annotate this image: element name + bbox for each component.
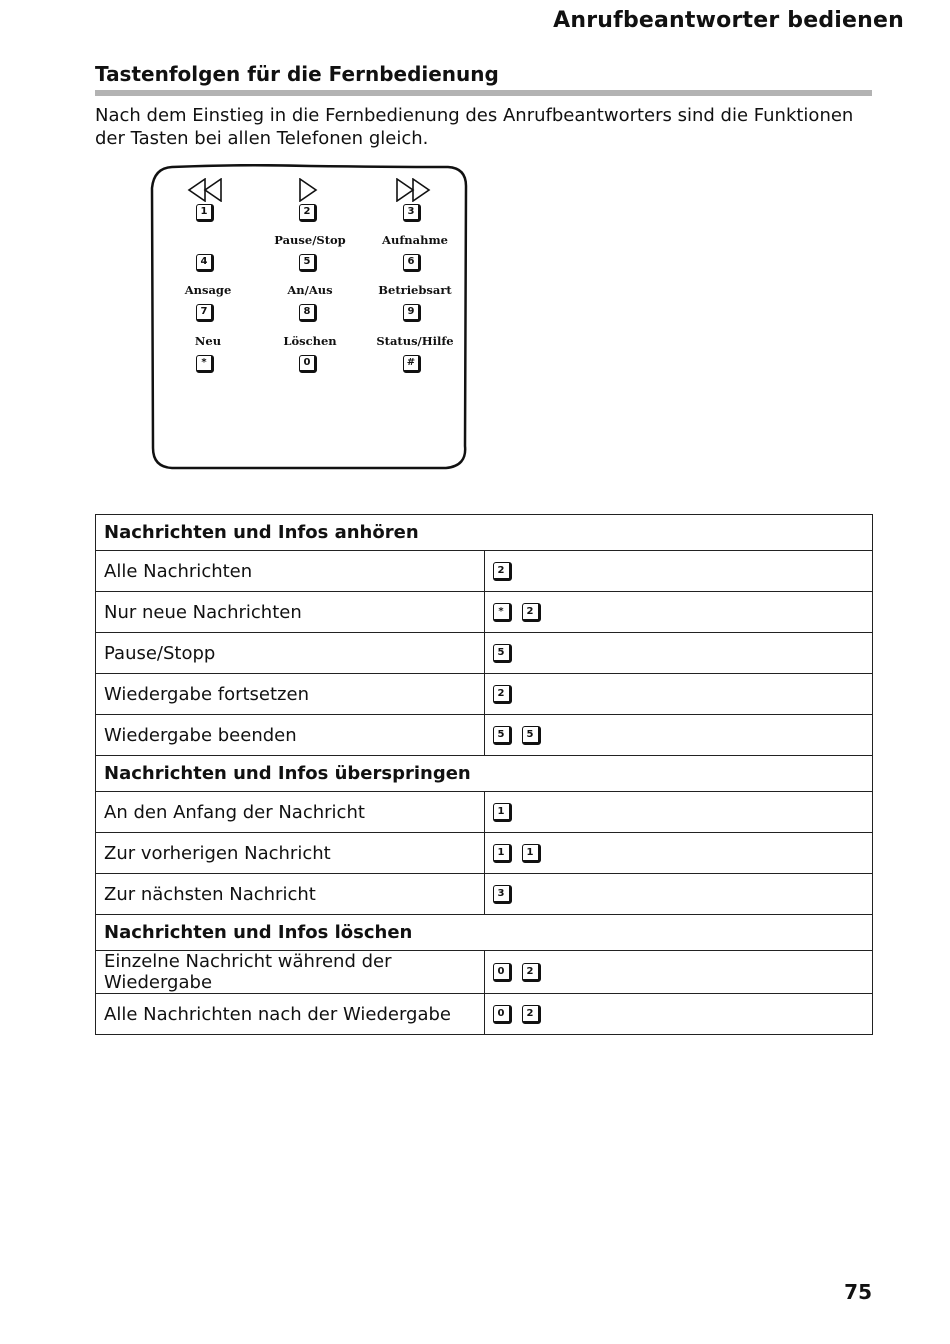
section-title: Tastenfolgen für die Fernbedienung bbox=[95, 62, 499, 86]
key-cap: 0 bbox=[493, 1005, 512, 1024]
keypad-label-neu: Neu bbox=[194, 334, 222, 348]
table-row bbox=[96, 792, 873, 833]
function-label: Wiedergabe beenden bbox=[96, 715, 485, 756]
key-cap: 5 bbox=[493, 726, 512, 745]
key-cap: 2 bbox=[493, 562, 512, 581]
keypad-key-0: 0 bbox=[299, 355, 317, 373]
table-row bbox=[96, 715, 873, 756]
key-cap: 2 bbox=[522, 1005, 541, 1024]
function-label: Alle Nachrichten nach der Wiedergabe bbox=[96, 994, 485, 1035]
key-sequence bbox=[484, 592, 873, 633]
table-row bbox=[96, 633, 873, 674]
key-sequence-table bbox=[95, 514, 873, 1035]
key-cap: 2 bbox=[522, 603, 541, 622]
section-heading: Nachrichten und Infos anhören bbox=[96, 515, 873, 551]
keypad-key-hash: # bbox=[403, 355, 421, 373]
title-rule bbox=[95, 90, 872, 96]
keypad-label-aufnahme: Aufnahme bbox=[382, 233, 448, 247]
function-label: Zur nächsten Nachricht bbox=[96, 874, 485, 915]
keypad-key-9: 9 bbox=[403, 304, 421, 322]
running-head-title: Anrufbeantworter bedienen bbox=[553, 8, 904, 33]
keypad-key-7: 7 bbox=[196, 304, 214, 322]
keypad-label-an-aus: An/Aus bbox=[287, 283, 333, 297]
section-heading: Nachrichten und Infos löschen bbox=[96, 915, 873, 951]
table-row bbox=[96, 874, 873, 915]
keypad-key-star: * bbox=[196, 355, 214, 373]
section-heading: Nachrichten und Infos überspringen bbox=[96, 756, 873, 792]
function-label: Pause/Stopp bbox=[96, 633, 485, 674]
key-sequence bbox=[484, 951, 873, 994]
key-cap: 0 bbox=[493, 963, 512, 982]
table-section-header bbox=[96, 515, 873, 551]
key-cap: 1 bbox=[493, 844, 512, 863]
fast-forward-icon bbox=[395, 178, 433, 202]
keypad-label-status-hilfe: Status/Hilfe bbox=[376, 334, 454, 348]
key-cap: 5 bbox=[522, 726, 541, 745]
keypad-key-6: 6 bbox=[403, 254, 421, 272]
table-section-header bbox=[96, 756, 873, 792]
keypad-label-pause-stop: Pause/Stop bbox=[274, 233, 346, 247]
table-row bbox=[96, 951, 873, 994]
key-cap: * bbox=[493, 603, 512, 622]
table-section-header bbox=[96, 915, 873, 951]
table-row bbox=[96, 994, 873, 1035]
table-row bbox=[96, 551, 873, 592]
rewind-icon bbox=[187, 178, 225, 202]
keypad-key-4: 4 bbox=[196, 254, 214, 272]
page-number: 75 bbox=[844, 1280, 872, 1304]
intro-paragraph: Nach dem Einstieg in die Fernbedienung des Anrufbeantworters sind die Funktionen der Tasten bei allen Telefonen gleich. bbox=[95, 105, 854, 149]
key-cap: 1 bbox=[493, 803, 512, 822]
key-sequence bbox=[484, 833, 873, 874]
table-row bbox=[96, 833, 873, 874]
keypad-key-1: 1 bbox=[196, 204, 214, 222]
table-row bbox=[96, 592, 873, 633]
key-sequence bbox=[484, 551, 873, 592]
keypad-label-ansage: Ansage bbox=[184, 283, 232, 297]
key-sequence bbox=[484, 715, 873, 756]
key-sequence bbox=[484, 874, 873, 915]
function-label: An den Anfang der Nachricht bbox=[96, 792, 485, 833]
function-label: Einzelne Nachricht während der Wiedergabe bbox=[96, 951, 485, 994]
key-sequence bbox=[484, 792, 873, 833]
keypad-key-2: 2 bbox=[299, 204, 317, 222]
key-cap: 2 bbox=[493, 685, 512, 704]
function-label: Nur neue Nachrichten bbox=[96, 592, 485, 633]
key-cap: 1 bbox=[522, 844, 541, 863]
key-cap: 5 bbox=[493, 644, 512, 663]
function-label: Zur vorherigen Nachricht bbox=[96, 833, 485, 874]
play-icon bbox=[298, 178, 318, 202]
keypad-key-5: 5 bbox=[299, 254, 317, 272]
function-label: Alle Nachrichten bbox=[96, 551, 485, 592]
keypad-key-8: 8 bbox=[299, 304, 317, 322]
key-cap: 2 bbox=[522, 963, 541, 982]
keypad-key-3: 3 bbox=[403, 204, 421, 222]
key-cap: 3 bbox=[493, 885, 512, 904]
function-label: Wiedergabe fortsetzen bbox=[96, 674, 485, 715]
key-sequence bbox=[484, 994, 873, 1035]
key-sequence bbox=[484, 633, 873, 674]
table-row bbox=[96, 674, 873, 715]
keypad-illustration bbox=[150, 164, 470, 472]
keypad-label-loeschen: Löschen bbox=[283, 334, 337, 348]
keypad-label-betriebsart: Betriebsart bbox=[378, 283, 452, 297]
key-sequence bbox=[484, 674, 873, 715]
